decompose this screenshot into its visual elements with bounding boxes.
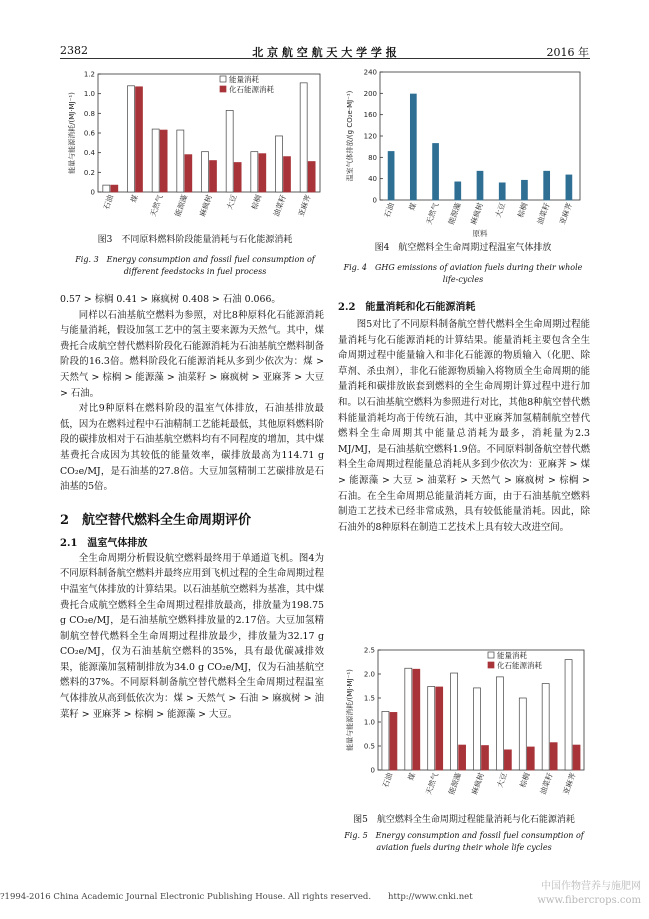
fig5-chart — [338, 644, 590, 810]
left-column — [60, 292, 324, 722]
year: 2016 年 — [546, 46, 589, 59]
bar-b — [459, 745, 466, 770]
bar-a — [433, 143, 439, 200]
bar-a — [177, 130, 184, 192]
x-tick-label: 煤 — [407, 201, 419, 212]
bar-a — [202, 152, 209, 192]
fig4-chart — [338, 64, 588, 244]
bar-a — [382, 711, 389, 770]
journal-title: 北 京 航 空 航 天 大 学 学 报 — [252, 46, 397, 59]
bar-a — [565, 660, 572, 770]
bar-a — [388, 151, 394, 200]
para-ghg-lifecycle: 全生命周期分析假设航空燃料最终用于单通道飞机。图4为不同原料制备航空燃料并最终应用到飞机过程的全生命周期过程中温室气体排放的计算结果。以石油基航空燃料为基准，其中煤费托合成航空燃料全生命周期过程排放最高，排放量为198.75 g CO₂e/MJ，是石油基航空燃料排放量的2.17倍。大豆加氢精制航空替代燃料全生命周期过程排放最少，排放量为32.17 g CO₂e/MJ，仅为石油基航空燃料的35%，具有最优碳减排效果，能源藻加氢精制排放为34.0 g CO₂e/MJ，仅为石油基航空燃料的37%。不同原料制备航空替代燃料全生命周期过程温室气体排放从高到低依次为：煤 > 天然气 > 石油 > 麻疯树 > 油菜籽 > 亚麻荠 > 棕榈 > 能源藻 > 大豆。 — [60, 552, 324, 720]
bar-a — [152, 129, 159, 192]
y-tick-label: 0.5 — [363, 742, 375, 751]
bar-a — [451, 673, 458, 770]
legend-entry: 化石能源消耗 — [497, 661, 542, 670]
y-tick-label: 0 — [372, 196, 377, 205]
bar-a — [455, 182, 461, 200]
fig5-caption: 图5 航空燃料全生命周期过程能量消耗与化石能源消耗 — [353, 815, 575, 825]
x-tick-label: 油菜籽 — [271, 193, 288, 218]
y-tick-label: 240 — [363, 68, 377, 77]
y-tick-label: 0.6 — [83, 129, 95, 138]
right-column — [338, 298, 590, 535]
x-axis-label: 原料 — [472, 229, 488, 238]
bar-a — [519, 698, 526, 770]
fig3-caption: 图3 不同原料燃料阶段能量消耗与石化能源消耗 — [97, 235, 293, 245]
y-tick-label: 40 — [368, 175, 377, 184]
bar-a — [128, 86, 135, 192]
bar-a — [276, 136, 283, 192]
bar-a — [251, 152, 258, 192]
page-number: 2382 — [60, 44, 88, 57]
bar-b — [390, 712, 397, 770]
x-tick-label: 煤 — [128, 193, 140, 204]
fig4-caption-en: Fig. 4 GHG emissions of aviation fuels during their whole life-cycles — [343, 263, 583, 284]
x-tick-label: 棕榈 — [249, 193, 264, 211]
x-tick-label: 油菜籽 — [538, 771, 555, 796]
y-tick-label: 0.4 — [83, 149, 95, 158]
x-tick-label: 能源藻 — [446, 201, 463, 226]
y-tick-label: 120 — [363, 132, 377, 141]
y-tick-label: 2.0 — [363, 670, 375, 679]
legend-swatch — [220, 76, 226, 82]
y-tick-label: 1.0 — [363, 718, 375, 727]
y-axis-label: 能量与能源消耗/(MJ·MJ⁻¹) — [68, 92, 76, 174]
x-tick-label: 石油 — [101, 193, 116, 211]
bar-a — [410, 94, 416, 200]
y-tick-label: 2.5 — [363, 646, 375, 655]
fig5-caption-en: Fig. 5 Energy consumption and fossil fuel consumption of aviation fuels during their whole life cycles — [344, 831, 584, 852]
y-tick-label: 0.8 — [83, 109, 95, 118]
para-ghg-fuel-process: 对比9种原料在燃料阶段的温室气体排放，石油基排放最低，因为在燃料过程中石油精制工艺能耗最低，其他原料燃料阶段的碳排放相对于石油基航空燃料均有不同程度的增加，其中煤基费托合成因为其较低的能量效率，碳排放最高为114.71 g CO₂e/MJ，是石油基的27.8倍。大豆加氢精制工艺碳排放是石油基的5倍。 — [60, 403, 324, 493]
x-tick-label: 棕榈 — [515, 201, 530, 219]
bar-a — [477, 171, 483, 200]
legend-swatch — [220, 86, 226, 92]
x-tick-label: 天然气 — [424, 201, 441, 226]
bar-a — [499, 183, 505, 200]
bar-b — [573, 745, 580, 770]
legend-entry: 能量消耗 — [229, 75, 259, 84]
section-2-2-heading: 2.2 能量消耗和化石能源消耗 — [338, 302, 476, 313]
x-tick-label: 亚麻荠 — [561, 771, 578, 796]
bar-a — [474, 688, 481, 770]
x-tick-label: 天然气 — [423, 771, 441, 796]
x-tick-label: 大豆 — [495, 771, 509, 789]
bar-b — [482, 746, 489, 770]
copyright-footer: ?1994-2016 China Academic Journal Electronic Publishing House. All rights reserved. http://www.cnki.net — [0, 892, 473, 902]
x-tick-label: 麻疯树 — [468, 201, 485, 226]
legend-swatch — [488, 662, 494, 668]
fig4-caption: 图4 航空燃料全生命周期过程温室气体排放 — [374, 243, 552, 253]
bar-a — [300, 83, 307, 192]
legend-swatch — [488, 652, 494, 658]
bar-b — [210, 161, 217, 192]
y-tick-label: 1.5 — [363, 694, 375, 703]
x-tick-label: 石油 — [380, 771, 395, 789]
x-tick-label: 油菜籽 — [535, 201, 552, 226]
bar-a — [428, 686, 435, 770]
bar-a — [496, 677, 503, 770]
bar-b — [550, 743, 557, 770]
y-tick-label: 200 — [363, 89, 377, 98]
section-2-heading: 2 航空替代燃料全生命周期评价 — [60, 512, 252, 528]
bar-b — [413, 669, 420, 770]
bar-b — [436, 687, 443, 770]
y-tick-label: 0 — [90, 188, 95, 197]
bar-b — [308, 162, 315, 192]
y-tick-label: 80 — [368, 153, 377, 162]
watermark-cn: 中国作物营养与施肥网 — [541, 881, 641, 892]
bar-a — [566, 175, 572, 200]
bar-a — [405, 668, 412, 770]
fig3-caption-en: Fig. 3 Energy consumption and fossil fuel consumption of different feedstocks in fuel process — [75, 255, 315, 276]
x-tick-label: 棕榈 — [518, 771, 532, 789]
section-2-1-heading: 2.1 温室气体排放 — [60, 537, 148, 549]
header-rule — [60, 58, 590, 59]
x-tick-label: 天然气 — [148, 193, 165, 218]
y-tick-label: 160 — [363, 111, 377, 120]
x-tick-label: 能源藻 — [173, 193, 190, 218]
bar-b — [284, 157, 291, 192]
y-tick-label: 1.0 — [83, 90, 95, 99]
watermark — [537, 880, 641, 908]
bar-a — [521, 180, 527, 200]
bar-a — [544, 171, 550, 200]
bar-b — [527, 747, 534, 770]
para-energy-lifecycle: 图5对比了不同原料制备航空替代燃料全生命周期过程能量消耗与化石能源消耗的计算结果。能量消耗主要包含全生命周期过程中能量输入和非化石能源的物质输入（化肥、除草剂、杀虫剂），非化石能源物质输入将物质全生命周期的能量消耗和碳排放嵌套到燃料的全生命周期计算过程中进行加和。以石油基航空燃料为参照进行对比，其他8种航空替代燃料能量消耗均高于传统石油，其中亚麻荠加氢精制航空替代燃料全生命周期其中能量总消耗为最多，消耗量为2.3 MJ/MJ，是石油基航空燃料1.9倍。不同原料制备航空替代燃料全生命周期过程能量总消耗从多到少依次为：亚麻荠 > 煤 > 能源藻 > 大豆 > 油菜籽 > 天然气 > 麻疯树 > 棕榈 > 石油。在全生命周期总能量消耗方面，由于石油基航空燃料制造工艺技术已经非常成熟，具有较低能量消耗。因此，除石油外的8种原料在制造工艺技术上具有较大改进空间。 — [338, 319, 590, 533]
x-tick-label: 大豆 — [493, 201, 508, 219]
x-tick-label: 煤 — [406, 771, 418, 782]
bar-b — [185, 155, 192, 192]
x-tick-label: 石油 — [382, 201, 396, 219]
y-axis-label: 温室气体排放/(g CO₂e·MJ⁻¹) — [346, 90, 354, 182]
bar-b — [111, 185, 118, 192]
bar-b — [234, 163, 241, 193]
para-ratio-list: 0.57 > 棕榈 0.41 > 麻疯树 0.408 > 石油 0.066。 — [60, 294, 281, 305]
y-axis-label: 能量与能源消耗/(MJ·MJ⁻¹) — [346, 669, 354, 751]
x-tick-label: 麻疯树 — [469, 771, 486, 796]
x-tick-label: 能源藻 — [446, 771, 463, 796]
bar-a — [226, 110, 233, 192]
legend-entry: 化石能源消耗 — [229, 85, 274, 94]
y-tick-label: 1.2 — [83, 70, 95, 79]
x-tick-label: 亚麻荠 — [557, 201, 574, 226]
bar-a — [542, 684, 549, 770]
x-tick-label: 亚麻荠 — [296, 193, 313, 218]
bar-a — [103, 185, 110, 192]
bar-b — [136, 87, 143, 192]
bar-b — [504, 750, 511, 770]
bar-b — [259, 154, 266, 192]
bar-b — [160, 130, 167, 192]
y-tick-label: 0.2 — [83, 168, 95, 177]
legend-entry: 能量消耗 — [497, 651, 527, 660]
y-tick-label: 0 — [370, 766, 375, 775]
para-fossil-fuel-process: 同样以石油基航空燃料为参照，对比8种原料化石能源消耗与能量消耗，假设加氢工艺中的氢主要来源为天然气。其中，煤费托合成航空替代燃料阶段化石能源消耗为石油基航空燃料制备阶段的16.3倍。燃料阶段化石能源消耗从多到少依次为：煤 > 天然气 > 棕榈 > 能源藻 > 油菜籽 > 麻疯树 > 亚麻荠 > 大豆 > 石油。 — [60, 309, 324, 399]
x-tick-label: 麻疯树 — [197, 193, 214, 218]
x-tick-label: 大豆 — [224, 193, 239, 211]
fig3-chart — [60, 68, 330, 230]
watermark-url: www.fibercrops.com — [537, 895, 641, 906]
